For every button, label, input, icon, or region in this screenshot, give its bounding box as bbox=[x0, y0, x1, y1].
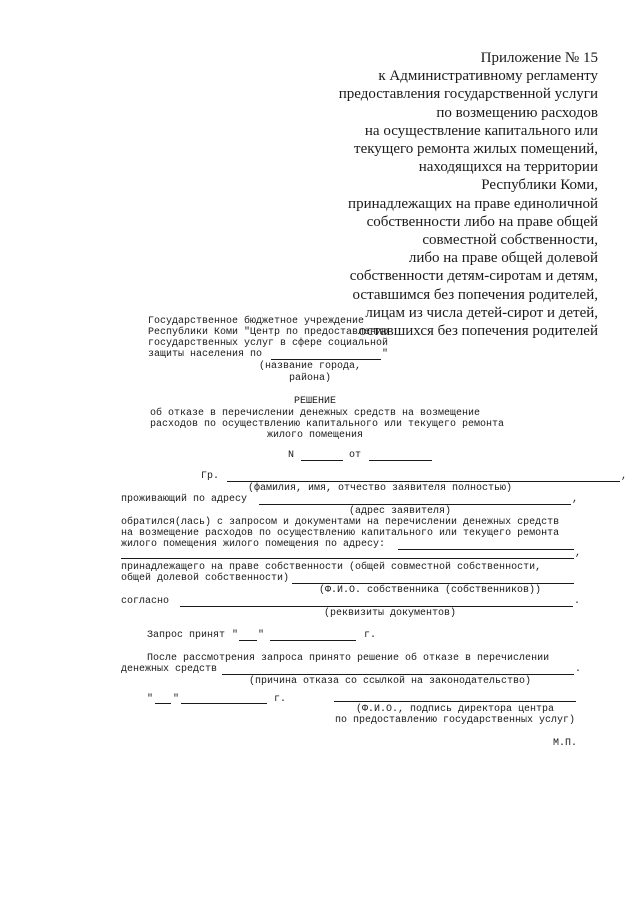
after-text: После рассмотрения запроса принято решение об отказе в перечислении bbox=[147, 653, 550, 664]
signature-hint: (Ф.И.О., подпись директора центра bbox=[355, 704, 555, 715]
district-hint: (название города, bbox=[258, 361, 362, 372]
appendix-line: Республики Коми, bbox=[481, 177, 598, 194]
comma: , bbox=[575, 548, 582, 559]
decision-title: РЕШЕНИЕ bbox=[293, 396, 336, 407]
request-month-field[interactable] bbox=[270, 640, 356, 641]
according-label: согласно bbox=[121, 596, 170, 607]
signature-hint: по предоставлению государственных услуг) bbox=[334, 715, 576, 726]
citizen-name-field[interactable] bbox=[227, 481, 620, 482]
decision-date-field[interactable] bbox=[369, 460, 432, 461]
appendix-header bbox=[298, 49, 598, 340]
appendix-line: предоставления государственной услуги bbox=[338, 86, 598, 103]
documents-field[interactable] bbox=[180, 606, 573, 607]
district-field[interactable] bbox=[271, 359, 381, 360]
property-address-field[interactable] bbox=[398, 549, 574, 550]
appendix-line: принадлежащих на праве единоличной bbox=[348, 195, 598, 212]
sign-day-field[interactable] bbox=[155, 703, 171, 704]
institution-line: Государственное бюджетное учреждение bbox=[148, 316, 365, 327]
institution-quote: " bbox=[382, 349, 389, 360]
appendix-line: собственности детям-сиротам и детям, bbox=[349, 268, 598, 285]
quote: " bbox=[258, 630, 265, 641]
owned-text: принадлежащего на праве собственности (общей совместной собственности, bbox=[121, 562, 542, 573]
property-address-field-2[interactable] bbox=[121, 558, 574, 559]
appendix-line: либо на праве общей долевой bbox=[408, 250, 598, 267]
appendix-line: оставшимся без попечения родителей, bbox=[352, 286, 598, 303]
owned-text: общей долевой собственности) bbox=[121, 573, 290, 584]
request-day-field[interactable] bbox=[239, 640, 257, 641]
district-hint: района) bbox=[288, 373, 331, 384]
appendix-line: по возмещению расходов bbox=[436, 104, 598, 121]
comma: , bbox=[572, 494, 579, 505]
appendix-line: находящихся на территории bbox=[418, 159, 598, 176]
residing-label: проживающий по адресу bbox=[121, 494, 248, 505]
quote: " bbox=[147, 694, 154, 705]
decision-subtitle: жилого помещения bbox=[266, 430, 363, 441]
sign-month-field[interactable] bbox=[181, 703, 267, 704]
reason-field[interactable] bbox=[222, 674, 574, 675]
stamp-label: М.П. bbox=[553, 738, 578, 749]
quote: " bbox=[173, 694, 180, 705]
reason-hint: (причина отказа со ссылкой на законодательство) bbox=[248, 676, 532, 687]
according-hint: (реквизиты документов) bbox=[323, 608, 457, 619]
address-field[interactable] bbox=[259, 504, 571, 505]
applied-text: обратился(лась) с запросом и документами на перечислении денежных средств bbox=[121, 517, 560, 528]
period: . bbox=[575, 664, 582, 675]
institution-line: государственных услуг в сфере социальной bbox=[148, 338, 389, 349]
appendix-line: на осуществление капитального или bbox=[364, 122, 598, 139]
request-label: Запрос принят bbox=[147, 630, 226, 641]
period: . bbox=[574, 596, 581, 607]
decision-subtitle: расходов по осуществлению капитального или текущего ремонта bbox=[150, 419, 505, 430]
residing-hint: (адрес заявителя) bbox=[348, 506, 452, 517]
date-label: от bbox=[349, 450, 362, 461]
appendix-line: собственности либо на праве общей bbox=[366, 213, 598, 230]
citizen-hint: (фамилия, имя, отчество заявителя полностью) bbox=[247, 483, 513, 494]
after-text: денежных средств bbox=[121, 664, 218, 675]
decision-number-field[interactable] bbox=[301, 460, 343, 461]
appendix-line: текущего ремонта жилых помещений, bbox=[354, 141, 598, 158]
decision-subtitle: об отказе в перечислении денежных средств на возмещение bbox=[150, 408, 481, 419]
applied-text: жилого помещения жилого помещения по адресу: bbox=[121, 539, 386, 550]
appendix-line: лицам из числа детей-сирот и детей, bbox=[365, 304, 598, 321]
quote: " bbox=[232, 630, 239, 641]
comma: , bbox=[621, 471, 628, 482]
owner-hint: (Ф.И.О. собственника (собственников)) bbox=[318, 585, 542, 596]
appendix-line: оставшихся без попечения родителей bbox=[358, 323, 598, 340]
year-suffix: г. bbox=[364, 630, 377, 641]
applied-text: на возмещение расходов по осуществлению капитального или текущего ремонта bbox=[121, 528, 560, 539]
appendix-line: к Административному регламенту bbox=[378, 68, 598, 85]
year-suffix: г. bbox=[274, 694, 287, 705]
director-signature-field[interactable] bbox=[334, 701, 576, 702]
appendix-line: Приложение № 15 bbox=[480, 50, 598, 66]
citizen-label: Гр. bbox=[201, 471, 220, 482]
number-label: N bbox=[288, 450, 295, 461]
institution-line: защиты населения по bbox=[148, 349, 263, 360]
owner-name-field[interactable] bbox=[292, 583, 574, 584]
appendix-line: совместной собственности, bbox=[422, 232, 598, 249]
institution-line: Республики Коми "Центр по предоставлению bbox=[148, 327, 389, 338]
